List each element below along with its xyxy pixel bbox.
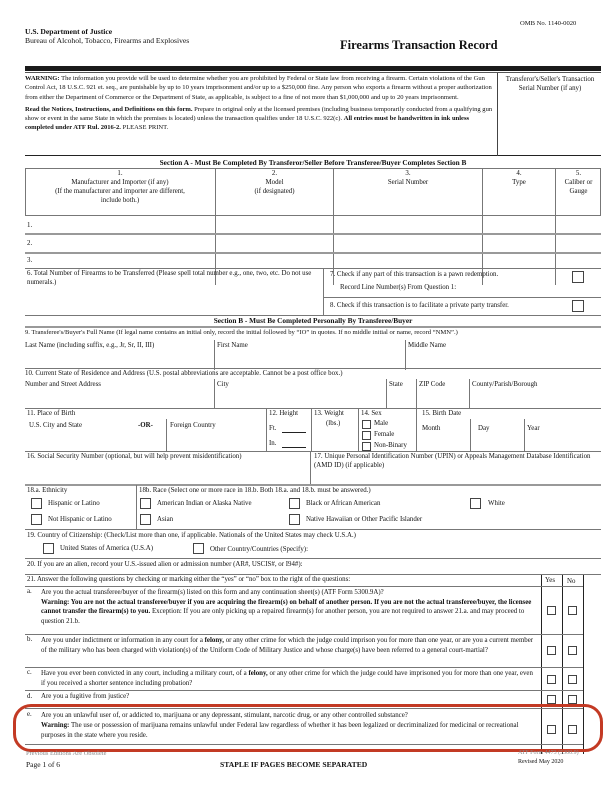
serial-number-field[interactable]: Transferor's/Seller's Transaction Serial Number (if any) [505,76,595,93]
q21c-text: Have you ever been convicted in any court, including a military court, of a [41,670,247,677]
form-number: ATF Form 4473 (5300.9) [518,750,579,756]
question-7-line-numbers[interactable]: Record Line Number(s) From Question 1: [340,284,457,291]
question-18b: 18b. Race (Select one or more race in 18.b. Both 18.a. and 18.b. must be answered.) [139,487,371,494]
question-21a [41,588,537,627]
q10-divider [469,379,470,408]
citizenship-usa-label: United States of America (U.S.A) [60,545,154,552]
row-rule [25,368,601,369]
warning-divider [497,73,498,156]
us-city-state-field[interactable]: U.S. City and State [29,422,83,429]
question-16-ssn[interactable]: 16. Social Security Number (optional, but will help prevent misidentification) [27,453,242,460]
sex-female-checkbox[interactable] [362,431,371,440]
q10-divider [416,379,417,408]
question-19: 19. Country of Citizenship: (Check/List more than one, if applicable. Nationals of the United States may check U.S.A.) [27,532,356,539]
revision-date: Revised May 2020 [518,759,564,765]
read-notices-body: Prepare in original only at the licensed premises (including business temporarily conducted from a qualifying gun show or event in the same State in which the premises is located) unless the transaction qualifies under 18 U.S.C. 922(c). [25,105,493,123]
race-asian-checkbox[interactable] [140,514,151,525]
q21d-no-checkbox[interactable] [568,695,577,704]
question-21d: Are you a fugitive from justice? [41,693,130,700]
agency-block [25,27,189,46]
col-label: Model [265,178,284,186]
q13-divider [311,408,312,451]
col-header-caliber [556,170,601,197]
height-ft-input[interactable] [282,432,306,433]
row-rule [25,252,601,254]
pawn-redemption-checkbox[interactable] [572,271,584,283]
question-21: 21. Answer the following questions by checking or marking either the “yes” or “no” box to the right of the questions: [27,576,351,583]
q10-divider [214,379,215,408]
race-american-indian-checkbox[interactable] [140,498,151,509]
question-15: 15. Birth Date [422,410,462,417]
question-20-alien-number[interactable]: 20. If you are an alien, record your U.S.-issued alien or admission number (AR#, USCIS#, or I94#): [27,561,303,568]
question-13: 13. Weight [314,410,344,417]
q21b-yes-checkbox[interactable] [547,646,556,655]
or-label: -OR- [138,422,153,429]
row-rule [25,326,601,328]
department-name: U.S. Department of Justice [25,27,113,36]
race-black-label: Black or African American [306,500,381,507]
q21b-text-rest: or any other crime for which the judge could imprison you for more than one year, or are you a current member of the military who has been charged with violation(s) of the Uniform Code of Military Justice and whose charge(s) have been referred to a general court-martial? [41,637,534,654]
q21a-exception: Exception: If you are only picking up a repaired firearm(s) for another person, you are not required to answer 21.a. and may proceed to question 21.b. [41,608,525,625]
q15-divider [416,408,417,451]
col-header-manufacturer [25,170,215,206]
q21b-no-checkbox[interactable] [568,646,577,655]
row-rule [25,408,601,409]
question-18a: 18.a. Ethnicity [27,487,68,494]
q10-divider [386,379,387,408]
firearm-row-1[interactable]: 1. [27,222,33,229]
question-10: 10. Current State of Residence and Address (U.S. postal abbreviations are acceptable. Cannot be a post office box.) [25,370,343,377]
yes-header: Yes [545,577,556,584]
city-field[interactable]: City [217,381,229,388]
col-num: 4. [516,170,522,177]
race-black-checkbox[interactable] [289,498,300,509]
race-white-checkbox[interactable] [470,498,481,509]
read-notices: Read the Notices, Instructions, and Definitions on this form. [25,105,193,113]
staple-notice: STAPLE IF PAGES BECOME SEPARATED [220,760,368,769]
warning-text [25,74,495,136]
warning-body: The information you provide will be used to determine whether you are prohibited by Federal or State law from receiving a firearm. Certain violations of the Gun Control Act, 18 U.S.C. 921 et. seq., are punishable by up to 10 years imprisonment and/or up to a $250,000 fine. Any person who exports a firearm without a proper authorization from either the Department of Commerce or the Department of State, as applicable, is subject to a fine of not more than $1,000,000 and up to 20 years imprisonment. [25,75,492,101]
row-rule [25,690,583,691]
q21a-no-checkbox[interactable] [568,606,577,615]
q21e-text: Are you an unlawful user of, or addicted to, marijuana or any depressant, stimulant, narcotic drug, or any other controlled substance? [41,712,408,719]
row-rule [25,667,583,668]
q21a-yes-checkbox[interactable] [547,606,556,615]
q15-divider [470,419,471,451]
warning-label: WARNING: [25,75,60,82]
firearm-row-3[interactable]: 3. [27,257,33,264]
q21a-warning: Warning: You are not the actual transferee/buyer if you are acquiring the firearm(s) on behalf of another person. If you are not the actual transferee/buyer, the licensee cannot transfer the firearm(s) to you. [41,598,532,616]
question-8: 8. Check if this transaction is to facilitate a private party transfer. [330,302,509,309]
q21e-warning: The use or possession of marijuana remains unlawful under Federal law regardless of whether it has been legalized or decriminalized for medicinal or recreational purposes in the state where you reside. [41,722,519,739]
q14-divider [358,408,359,451]
q21e-letter: e. [27,711,32,718]
col-header-type [483,170,555,188]
hispanic-checkbox[interactable] [31,498,42,509]
row-rule [25,634,583,635]
street-address-field[interactable]: Number and Street Address [25,381,101,388]
q21b-felony: felony, [204,637,224,644]
col-header-model [216,170,333,197]
question-7: 7. Check if any part of this transaction is a pawn redemption. [330,271,499,278]
ink-notice: All entries must be handwritten in ink unless completed under ATF Rul. 2016-2. [25,115,470,132]
row-rule [25,586,583,587]
question-6[interactable]: 6. Total Number of Firearms to be Transferred (Please spell total number e.g., one, two, etc. Do not use numerals.) [27,270,312,286]
q21a-text: Are you the actual transferee/buyer of the firearm(s) listed on this form and any continuation sheet(s) (ATF Form 5300.9A)? [41,589,384,596]
col-label: Serial Number [387,178,429,186]
highlight-annotation-ring [13,704,603,752]
q9-divider [214,340,215,370]
race-asian-label: Asian [157,516,174,523]
col-num: 1. [117,170,123,177]
col-num: 2. [271,170,278,177]
col-sub: (If the manufacturer and importer are different, include both.) [55,187,185,204]
col-label: Manufacturer and Importer (if any) [71,178,169,186]
row-rule [323,297,601,298]
question-9: 9. Transferee's/Buyer's Full Name (If legal name contains an initial only, record the initial followed by “IO” in quotes. If no middle initial or name, record “NMN”.) [25,329,458,336]
no-header: No [567,578,576,585]
last-name-field[interactable]: Last Name (including suffix, e.g., Jr, Sr, II, III) [25,342,155,349]
previous-editions: Previous Editions Are Obsolete [26,750,107,757]
q18-divider [136,485,137,529]
private-party-checkbox[interactable] [572,300,584,312]
citizenship-usa-checkbox[interactable] [43,543,54,554]
zip-field[interactable]: ZIP Code [419,381,446,388]
section-b-title: Section B - Must Be Completed Personally By Transferee/Buyer [213,316,413,325]
race-white-label: White [488,500,505,507]
col-sub: (if designated) [254,187,295,195]
race-american-indian-label: American Indian or Alaska Native [157,500,252,507]
bureau-name: Bureau of Alcohol, Tobacco, Firearms and Explosives [25,36,190,46]
height-in-input[interactable] [282,447,306,448]
q21c-letter: c. [27,669,32,676]
height-in-label: In. [269,440,277,447]
q21e-warning-label: Warning: [41,722,70,729]
q21c-no-checkbox[interactable] [568,675,577,684]
question-11: 11. Place of Birth [27,410,76,417]
sex-female-label: Female [374,431,395,438]
sex-male-label: Male [374,420,389,427]
weight-unit: (lbs.) [326,420,341,427]
q21c-felony: felony, [248,670,268,677]
col-header-serial [334,170,482,188]
sex-nonbinary-label: Non-Binary [374,442,407,449]
please-print: PLEASE PRINT. [122,124,169,132]
q16-divider [310,451,311,485]
foreign-country-field[interactable]: Foreign Country [170,422,216,429]
row-rule [25,558,601,559]
omb-number: OMB No. 1140-0020 [520,20,577,27]
row-rule [25,268,601,269]
row-rule [25,233,601,235]
birth-year-field[interactable]: Year [527,425,540,432]
header-rule [25,66,601,71]
row-rule [25,484,601,486]
sex-nonbinary-checkbox[interactable] [362,442,371,451]
question-12: 12. Height [269,410,299,417]
not-hispanic-label: Not Hispanic or Latino [48,516,112,523]
q21b-text: Are you under indictment or information in any court for a [41,637,203,644]
not-hispanic-checkbox[interactable] [31,514,42,525]
question-21b [41,636,535,655]
page-number: Page 1 of 6 [26,760,60,769]
birth-day-field[interactable]: Day [478,425,490,432]
race-pacific-islander-checkbox[interactable] [289,514,300,525]
state-field[interactable]: State [389,381,403,388]
race-pacific-islander-label: Native Hawaiian or Other Pacific Islander [306,516,423,523]
q21b-letter: b. [27,636,33,643]
q12-divider [266,408,267,451]
q9-divider [405,340,406,370]
q21d-yes-checkbox[interactable] [547,695,556,704]
height-ft-label: Ft. [269,425,277,432]
sex-male-checkbox[interactable] [362,420,371,429]
q6-divider [323,268,324,315]
middle-name-field[interactable]: Middle Name [408,342,447,349]
q21d-letter: d. [27,693,33,700]
col-num: 3. [405,170,411,177]
col-label: Caliber or Gauge [564,178,593,195]
firearm-row-2[interactable]: 2. [27,240,33,247]
birth-month-field[interactable]: Month [422,425,441,432]
question-21c [41,669,535,688]
q21c-yes-checkbox[interactable] [547,675,556,684]
citizenship-other-label[interactable]: Other Country/Countries (Specify): [210,546,308,553]
question-17-upin[interactable]: 17. Unique Personal Identification Number (UPIN) or Appeals Management Database Identification (AMD ID) (if applicable) [314,453,591,469]
q21a-letter: a. [27,588,32,595]
col-num: 5. [575,170,582,177]
row-rule [25,451,601,452]
citizenship-other-checkbox[interactable] [193,543,204,554]
q11-divider [166,419,167,451]
hispanic-label: Hispanic or Latino [48,500,100,507]
row-rule [25,529,601,530]
question-14: 14. Sex [361,410,382,417]
row-rule [25,574,601,575]
form-title: Firearms Transaction Record [340,38,498,52]
q15-divider [524,419,525,451]
section-a-title: Section A - Must Be Completed By Transferor/Seller Before Transferee/Buyer Completes Section B [159,158,467,167]
county-field[interactable]: County/Parish/Borough [472,381,538,388]
first-name-field[interactable]: First Name [217,342,248,349]
col-label: Type [512,178,526,186]
q21c-text-rest: or any other crime for which the judge could have imprisoned you for more than one year, even if you received a shorter sentence including probation? [41,670,533,687]
